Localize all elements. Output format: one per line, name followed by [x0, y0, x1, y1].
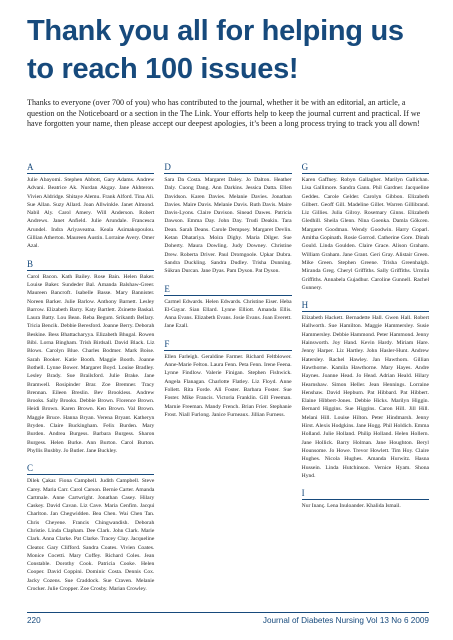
- section-i: [302, 488, 429, 510]
- section-letter: D: [164, 162, 291, 174]
- journal-citation: Journal of Diabetes Nursing Vol 13 No 6 2009: [262, 616, 429, 625]
- section-a: [27, 162, 154, 251]
- section-e: [164, 284, 291, 331]
- section-letter: A: [27, 162, 154, 174]
- section-names: Julie Abayomi. Stephen Abbott, Gary Adams. Andrew Advani. Beatrice Ak. Nurdan Akgay. Jane Akhteron. Vivien Aldridge. Shitaye Alemu. Frank Alford. Tina Ali. Sue Allan. Suzy Allard. Joan Allwinkle. Janet Almond. Nabil Aly. Carol Amery. Will Anderson. Robert Andrews. Janet Anfield. Julie Arundale. Francesca Arundel. Indra Ariyaveatna. Keala Asimakopoulou. Gillian Atherton. Maureen Austin. Lorraine Avery. Omer Azal.: [27, 177, 155, 250]
- section-g: [302, 162, 429, 292]
- footer-rule: [27, 612, 429, 613]
- section-names: Karen Gaffney. Robyn Gallagher. Marilyn Gallichan. Lisa Gallimore. Sandra Gann. Phil Gardner. Jacqueline Geddes. Carole Gelder. Carolyn Gibbon. Elizabeth Gilbert. Geoff Gill. Madeline Gillet. Warren Gillibrand. Liz Gillies. Julia Gilroy. Rosemary Ginns. Elizabeth Gledhill. Sheila Glenn. Nina Goenka. Damla Gökcen. Margaret Goodman. Wendy Goodwin. Harry Goparl. Amitha Gopinath. Rosie Gorrod. Catherine Gore. Dinah Gould. Linda Goulden. Claire Grace. Alison Graham. William Graham. Jane Grant. Geri Gray. Alistair Green. Mike Green. Stephen Greene. Trisha Greenhalgh. Miranda Greg. Cheryl Griffiths. Sally Griffiths. Urmila Griffiths. Annabela Gujadhur. Caroline Gunnell. Rachel Gunnery.: [301, 177, 429, 291]
- section-names: Elizabeth Hackett. Bernadette Hall. Gwen Hall. Robert Hallworth. Sue Hamilton. Maggie Hammersley. Susie Hammersley. Debbie Hammond. Peter Hammond. Jenny Hainsworth. Joy Hand. Kevin Hardy. Miriam Hare. Jenny Harper. Liz Hartley. John Hasler-Hunt. Andrew Hatersley. Rachel Hawley. Jan Hawthorn. Gillian Hawthorne. Kamila Hawthorne. Mary Hayes. Andre Haynes. Joanne Head. Jo Head. Adrian Heald. Hilary Hearnshaw. Simon Heller. Jean Hennings. Lorraine Henshaw. David Hepburn. Pat Hibbard. Pat Hibbert. Elaine Hibbert-Jones. Debbie Hicks. Marilyn Higgin. Bernard Higgins. Sue Higgins. Caron Hill. Jill Hill. Melani Hill. Louise Hilton. Peter Hindmarsh. Jenny Hirst. Alexis Hodgkins. Jane Hogg. Phil Holdich. Emma Holland. Julie Holland. Philip Holland. Helen Hollern. Jane Hollick. Barry Holman. Jane Houghton. Beryl Hounsome. Jo Howe. Trevor Howlett. Tim Hoy. Claire Hughes. Nicola Hughes. Amanda Hurwitz. Hasna Hussein. Linda Hutchinson. Vernice Hyam. Shona Hynd.: [301, 315, 429, 479]
- section-names: Ellen Farleigh. Geraldine Farmer. Richard Feltblower. Anne-Marie Felton. Laura Fenn. Peta Fenn. Irene Feena. Lynne Findlow. Valerie Finigan. Stephen Fishwick. Angela Flanagan. Charlotte Flatley. Liz Floyd. Anne Follett. Rita Forde. Ali Foster. Barbara Foster. Sue Foster. Mike Francis. Victoria Franklin. Gill Freeman. Marnie Freeman. Mandy French. Brian Frier. Stephanie Frost. Niall Furlong. Janice Furneaux. Jillian Furness.: [164, 353, 292, 418]
- section-letter: F: [164, 339, 291, 351]
- section-letter: B: [27, 259, 154, 271]
- page-number: 220: [27, 616, 41, 625]
- section-names: Sara Da Costa. Margaret Daley. Jo Dalton. Heather Daly. Cuong Dang. Ann Darkins. Jessica Datta. Ellen Davidson. Karen Davies. Melanie Davies. Jonathan Davies. Maire Davis. Melanie Davis. Ruth Davis. Maire Davis-Lyons. Claire Davison. Sinead Dawes. Patricia Dawson. Emma Day. John Day. Trudi Deakin. Tara Dean. Sarah Deans. Carole Dempsey. Margaret Devlin. Ketan Dhatariya. Moira Dighy. Maria Dilger. Sue Doherty. Maura Dowling. Judy Downey. Christine Drew. Roberta Driver. Paul Dromgoole. Upkar Dubra. Sandra Duckling. Sandra Dudley. Trisha Dunning. Sükran Durcan. Jane Dyas. Pam Dyson. Pat Dyson.: [164, 177, 292, 275]
- section-letter: H: [302, 300, 429, 312]
- section-names: Carmel Edwards. Helen Edwards. Christine Eiser. Heba El-Gayar. Sian Ellard. Lynne Elliott. Amanda Ellis. Anna Evans. Elizabeth Evans. Josie Evans. Joan Everett. Jane Ezall.: [164, 298, 292, 330]
- section-d: [164, 162, 291, 276]
- section-c: [27, 463, 154, 593]
- section-f: [164, 339, 291, 419]
- contributors-columns: [27, 162, 429, 593]
- section-letter: C: [27, 463, 154, 475]
- section-letter: G: [302, 162, 429, 174]
- page-title: Thank you all for helping us to reach 100 issues!: [27, 15, 404, 85]
- section-names: Nur Inanç. Lena Inuloander. Khalida Ismail.: [301, 503, 401, 510]
- section-letter: E: [164, 284, 291, 296]
- section-h: [302, 300, 429, 480]
- column-2: [164, 162, 291, 601]
- section-names: Carol Bacon. Kath Bailey. Rose Bain. Helen Baker. Louise Baker. Sundeder Bal. Amanda Balshaw-Greer. Maureen Bancroft. Isabelle Basse. Mary Bannister. Noreen Barker. Julie Barlow. Anthony Barnett. Lesley Barrow. Elizabeth Barry. Katy Bartlett. Zsinette Baskal. Laura Batty. Lou Bean. Reba Begum. Srikanth Bellary. Tricia Bencik. Debbie Beresford. Joanne Berry. Deborah Beskine. Bess Bhattacharyya. Elizabeth Bhugal. Rowen Bibi. Lorna Bingham. Trish Birdsall. David Black. Liz Blows. Carolyn Blue. Charles Bodmer. Mark Boise. Sarah Booker. Katie Booth. Maggie Booth. Joanne Bothell. Lynne Bower. Margaret Boyd. Louise Bradley. Lesley Brady. Sue Brailsford. Julie Brake. Jane Bramwell. Rosipinder Brar. Zoe Bremner. Tracy Brennan. Eileen Breslin. Bev Brookless. Andrew Brooks. Sally Brooks. Debbie Brown. Florence Brown. Heidi Brown. Karen Brown. Ken Brown. Val Brown. Maggie Bruce. Hanna Bryan. Verena Bryant. Katheryn Bryden. Claire Buckingham. Felix Burden. Mary Burden. Andrea Burgess. Barbara Burgess. Sharon Burgess. Helen Burke. Ann Burton. Carol Burton. Phyllis Busbby. Jo Butler. Jane Buckley.: [27, 273, 155, 454]
- section-b: [27, 259, 154, 456]
- section-names: Dilek Çakar. Fiona Campbell. Judith Campbell. Steve Carey. Maria Carr. Carol Carson. Bernie Carter. Amanda Cartmale. Anne Cartwright. Jonathan Casey. Hilary Caskey. David Cavan. Liz Cave. Maria Cenfim. Jacqui Charlton. Jan Chegwidden. Bea Chen. Wai Chen Tan. Chris Cheyene. Francis Chingwandish. Deborah Christie. Linda Clapham. Dee Clark. John Clark. Marie Clark. Anna Clarke. Pat Clarke. Tracey Clay. Jacqueline Cleator. Gary Clifford. Sandra Coates. Vivien Coates. Monice Cocetti. Mary Coffey. Richard Coles. Jean Constable. Dorothy Cook. Patricia Cooke. Helen Cooper. David Coppini. Dominic Costa. Dennis Cox. Jacky Cozens. Sue Craddock. Sue Craven. Melanie Crocker. Julie Cropper. Zoe Crosby. Marian Crowley.: [27, 478, 155, 593]
- section-letter: I: [302, 488, 429, 500]
- intro-paragraph: Thanks to everyone (over 700 of you) who has contributed to the journal, whether it be with an editorial, an article, a question on the Noticeboard or a section in the The Link. Your efforts help to keep the journal current and practical. If we have forgotten your name, then please accept our deepest apologies, it’s been a long process trying to track you all down!: [27, 98, 421, 128]
- column-1: [27, 162, 154, 601]
- column-3: [302, 162, 429, 601]
